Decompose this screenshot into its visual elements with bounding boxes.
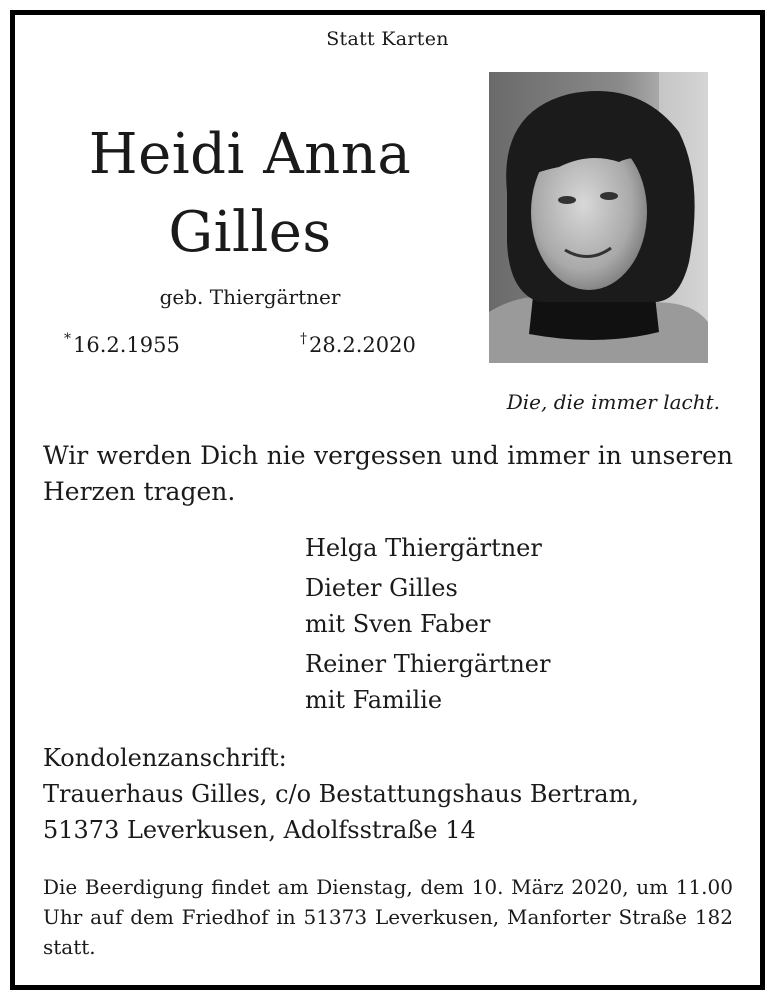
death-date-line (300, 333, 416, 357)
signer (305, 646, 550, 718)
signer (305, 530, 550, 566)
funeral-notice: Die Beerdigung findet am Dienstag, dem 10. März 2020, um 11.00 Uhr auf dem Friedhof in 51373 Leverkusen, Manforter Straße 182 statt. (43, 875, 733, 959)
signers-list (305, 530, 550, 722)
condolence-line-1: Trauerhaus Gilles, c/o Bestattungshaus Bertram, (43, 780, 639, 808)
condolence-address (43, 740, 639, 848)
signer-companion: mit Sven Faber (305, 610, 491, 638)
signer-companion: mit Familie (305, 686, 443, 714)
signer-name: Reiner Thiergärtner (305, 650, 551, 678)
birth-symbol: * (64, 331, 71, 347)
deceased-last-name: Gilles (168, 200, 332, 265)
signer-name: Helga Thiergärtner (305, 534, 542, 562)
death-date: 28.2.2020 (309, 333, 416, 357)
signer (305, 570, 550, 642)
signer-name: Dieter Gilles (305, 574, 458, 602)
memorial-message: Wir werden Dich nie vergessen und immer in unseren Herzen tragen. (43, 441, 733, 506)
birth-date-line (64, 333, 180, 357)
deceased-first-names: Heidi Anna (88, 122, 412, 187)
maiden-name: geb. Thiergärtner (159, 285, 341, 309)
condolence-line-2: 51373 Leverkusen, Adolfsstraße 14 (43, 816, 476, 844)
birth-date: 16.2.1955 (73, 333, 180, 357)
death-symbol: † (300, 331, 307, 347)
header-note: Statt Karten (326, 28, 449, 50)
portrait-photo (489, 72, 708, 363)
photo-caption: Die, die immer lacht. (506, 390, 720, 414)
condolence-label: Kondolenzanschrift: (43, 744, 287, 772)
